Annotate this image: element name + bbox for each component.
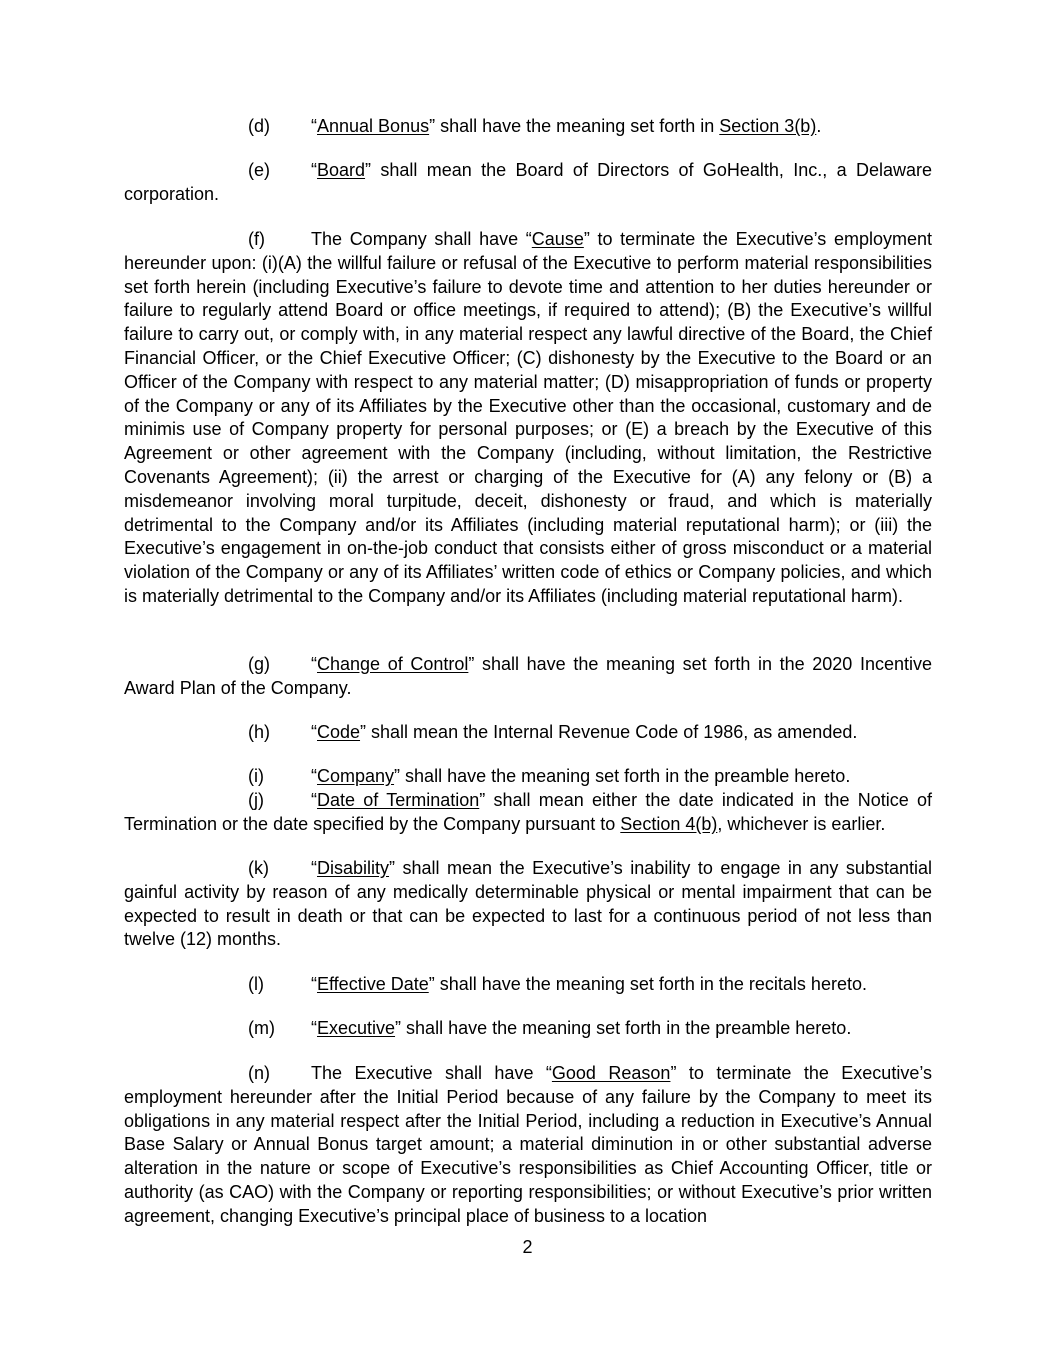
defined-term: Date of Termination xyxy=(317,790,480,810)
clause-n: (n) The Executive shall have “Good Reason” to terminate the Executive’s employment hereunder after the Initial Period because of any failure by the Company to meet its obligations in any material respect after the Initial Period, including a reduction in Executive’s Annual Base Salary or Annual Bonus target amount; a material diminution in or other substantial adverse alteration in the nature or scope of Executive’s responsibilities as Chief Accounting Officer, title or authority (as CAO) with the Company or reporting responsibilities; or without Executive’s prior written agreement, changing Executive’s principal place of business to a location xyxy=(124,1063,933,1226)
section-reference: Section 3(b) xyxy=(719,116,817,136)
clause-label: (k) xyxy=(248,858,269,878)
defined-term: Effective Date xyxy=(317,974,429,994)
defined-term: Company xyxy=(317,766,395,786)
clause-label: (e) xyxy=(248,160,270,180)
page-number: 2 xyxy=(522,1237,533,1257)
clause-l: (l) “Effective Date” shall have the meaning set forth in the recitals hereto. xyxy=(124,973,932,997)
clause-k: (k) “Disability” shall mean the Executive’s inability to engage in any substantial gainful activity by reason of any medically determinable physical or mental impairment that can be expected to result in death or that can be expected to last for a continuous period of not less than twelve (12) months. xyxy=(124,858,932,950)
clause-e: (e) “Board” shall mean the Board of Directors of GoHealth, Inc., a Delaware corporation. xyxy=(124,160,932,204)
clause-label: (g) xyxy=(248,654,270,674)
defined-term: Executive xyxy=(317,1018,396,1038)
defined-term: Annual Bonus xyxy=(317,116,430,136)
defined-term: Cause xyxy=(531,229,584,249)
clause-label: (h) xyxy=(248,722,270,742)
clause-g: (g) “Change of Control” shall have the meaning set forth in the 2020 Incentive Award Plan of the Company. xyxy=(124,654,933,698)
defined-term: Board xyxy=(317,160,366,180)
defined-term: Code xyxy=(317,722,361,742)
clause-m: (m) “Executive” shall have the meaning set forth in the preamble hereto. xyxy=(124,1017,932,1041)
clause-label: (m) xyxy=(248,1018,275,1038)
clause-label: (f) xyxy=(248,229,265,249)
clause-label: (d) xyxy=(248,116,270,136)
clause-i: (i) “Company” shall have the meaning set forth in the preamble hereto. xyxy=(124,765,932,789)
clause-label: (i) xyxy=(248,766,264,786)
clause-h: (h) “Code” shall mean the Internal Revenue Code of 1986, as amended. xyxy=(124,721,932,745)
clause-f: (f) The Company shall have “Cause” to terminate the Executive’s employment hereunder upon: (i)(A) the willful failure or refusal of the Executive to perform material responsibilities set forth herein (including Executive’s failure to devote time and attention to her duties hereunder or failure to regularly attend Board or office meetings, if required to attend); (B) the Executive’s willful failure to carry out, or comply with, in any material respect any lawful directive of the Board, the Chief Financial Officer, or the Chief Executive Officer; (C) dishonesty by the Executive to the Board or an Officer of the Company with respect to any material matter; (D) misappropriation of funds or property of the Company or any of its Affiliates by the Executive other than the occasional, customary and de minimis use of Company property for personal purposes; or (E) a breach by the Executive of this Agreement or other agreement with the Company (including, without limitation, the Restrictive Covenants Agreement); (ii) the arrest or charging of the Executive for (A) any felony or (B) a misdemeanor involving moral turpitude, deceit, dishonesty or fraud, and which is materially detrimental to the Company and/or its Affiliates (including material reputational harm); or (iii) the Executive’s engagement in on-the-job conduct that consists either of gross misconduct or a material violation of the Company or any of its Affiliates’ written code of ethics or Company policies, and which is materially detrimental to the Company and/or its Affiliates (including material reputational harm). xyxy=(124,229,932,606)
defined-term: Change of Control xyxy=(317,654,469,674)
clause-label: (l) xyxy=(248,974,264,994)
defined-term: Disability xyxy=(317,858,390,878)
clause-label: (j) xyxy=(248,790,264,810)
clause-j: (j) “Date of Termination” shall mean either the date indicated in the Notice of Termination or the date specified by the Company pursuant to Section 4(b), whichever is earlier. xyxy=(124,790,932,834)
clause-d: (d) “Annual Bonus” shall have the meaning set forth in Section 3(b). xyxy=(124,115,932,139)
clause-label: (n) xyxy=(248,1063,270,1083)
section-reference: Section 4(b) xyxy=(620,813,718,834)
defined-term: Good Reason xyxy=(551,1063,671,1083)
